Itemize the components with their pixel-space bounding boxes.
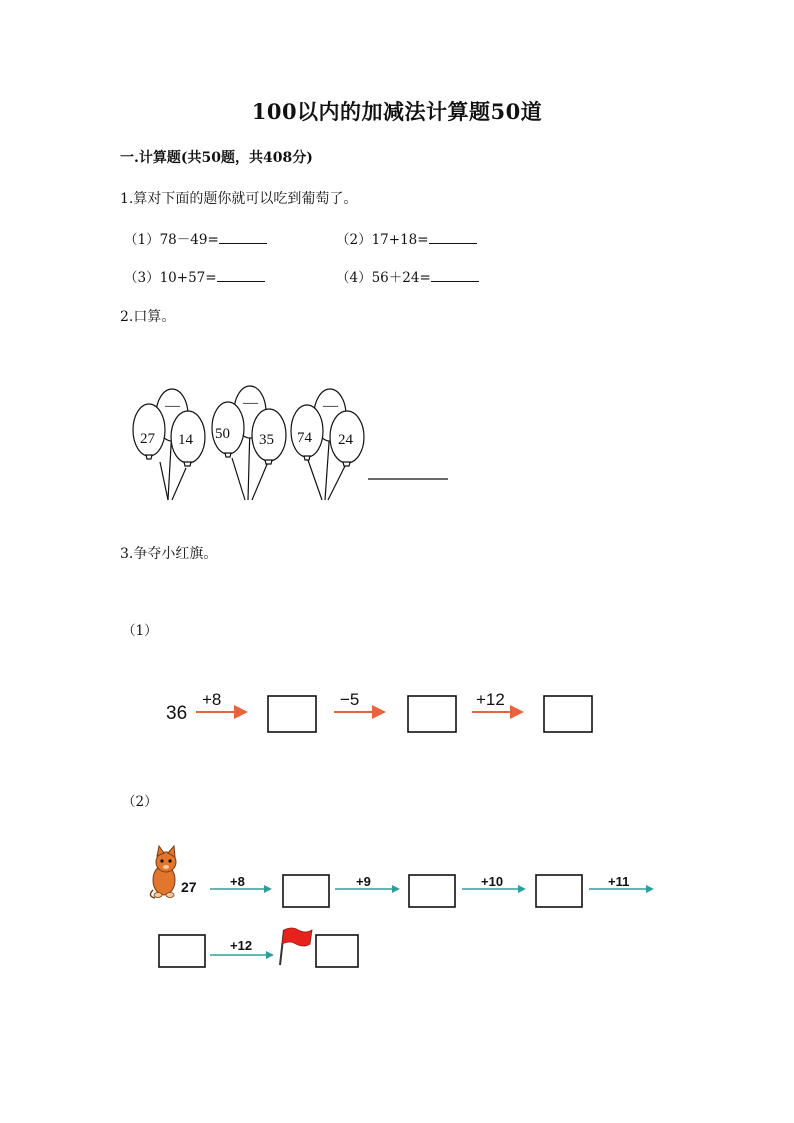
arrow-head-icon — [264, 885, 272, 893]
chain-2 — [150, 846, 654, 967]
balloon-left-number: 74 — [297, 430, 312, 446]
problem-3-expression: （3）10+57= — [124, 270, 217, 286]
balloon-top-text: — — [243, 395, 258, 411]
balloon-top-text: — — [323, 398, 338, 414]
answer-box[interactable] — [408, 696, 456, 732]
part-2-label: （2） — [122, 794, 158, 810]
answer-box[interactable] — [536, 875, 582, 907]
problem-2-expression: （2）17+18= — [336, 232, 429, 248]
chain-2-step-label: +10 — [481, 874, 504, 889]
arrow-head-icon — [372, 705, 386, 719]
answer-box[interactable] — [283, 875, 329, 907]
question-1-text: 1.算对下面的题你就可以吃到葡萄了。 — [120, 191, 358, 207]
chain-2-step-label: +8 — [230, 874, 245, 889]
arrow-head-icon — [518, 885, 526, 893]
question-3-text: 3.争夺小红旗。 — [120, 546, 218, 562]
chain-2-start-number: 27 — [181, 879, 197, 895]
cat-icon — [150, 846, 176, 898]
arrow-head-icon — [510, 705, 524, 719]
section-heading: 一.计算题(共50题，共408分) — [120, 150, 313, 166]
balloon-top-text: — — [165, 398, 180, 414]
arrow-head-icon — [392, 885, 400, 893]
chain-1-step-label: +12 — [476, 690, 505, 709]
part-1-label: （1） — [122, 623, 158, 639]
balloon — [133, 404, 165, 456]
red-flag-icon — [280, 928, 312, 965]
arrow-head-icon — [646, 885, 654, 893]
balloon-left-number: 50 — [215, 426, 230, 442]
problem-1-expression: （1）78－49= — [124, 232, 219, 248]
answer-box[interactable] — [544, 696, 592, 732]
arrow-head-icon — [234, 705, 248, 719]
chain-1 — [166, 690, 592, 732]
chain-1-step-label: +8 — [202, 690, 222, 709]
answer-box[interactable] — [268, 696, 316, 732]
chain-2-step-label: +11 — [608, 874, 630, 889]
chain-2-step-label: +9 — [356, 874, 371, 889]
question-2-text: 2.口算。 — [120, 309, 176, 325]
problem-4-expression: （4）56＋24= — [336, 270, 431, 286]
chain-1-start-number: 36 — [166, 703, 188, 724]
balloon-right-number: 14 — [178, 432, 193, 448]
chain-1-step-label: −5 — [340, 690, 360, 709]
balloon-right-number: 24 — [338, 432, 353, 448]
balloon-left-number: 27 — [140, 431, 155, 447]
answer-box[interactable] — [159, 935, 205, 967]
answer-box[interactable] — [316, 935, 358, 967]
balloon-right-number: 35 — [259, 432, 274, 448]
arrow-head-icon — [266, 951, 274, 959]
chain-2-step-label: +12 — [230, 938, 253, 953]
page-title: 100以内的加减法计算题50道 — [251, 99, 543, 124]
answer-box[interactable] — [409, 875, 455, 907]
